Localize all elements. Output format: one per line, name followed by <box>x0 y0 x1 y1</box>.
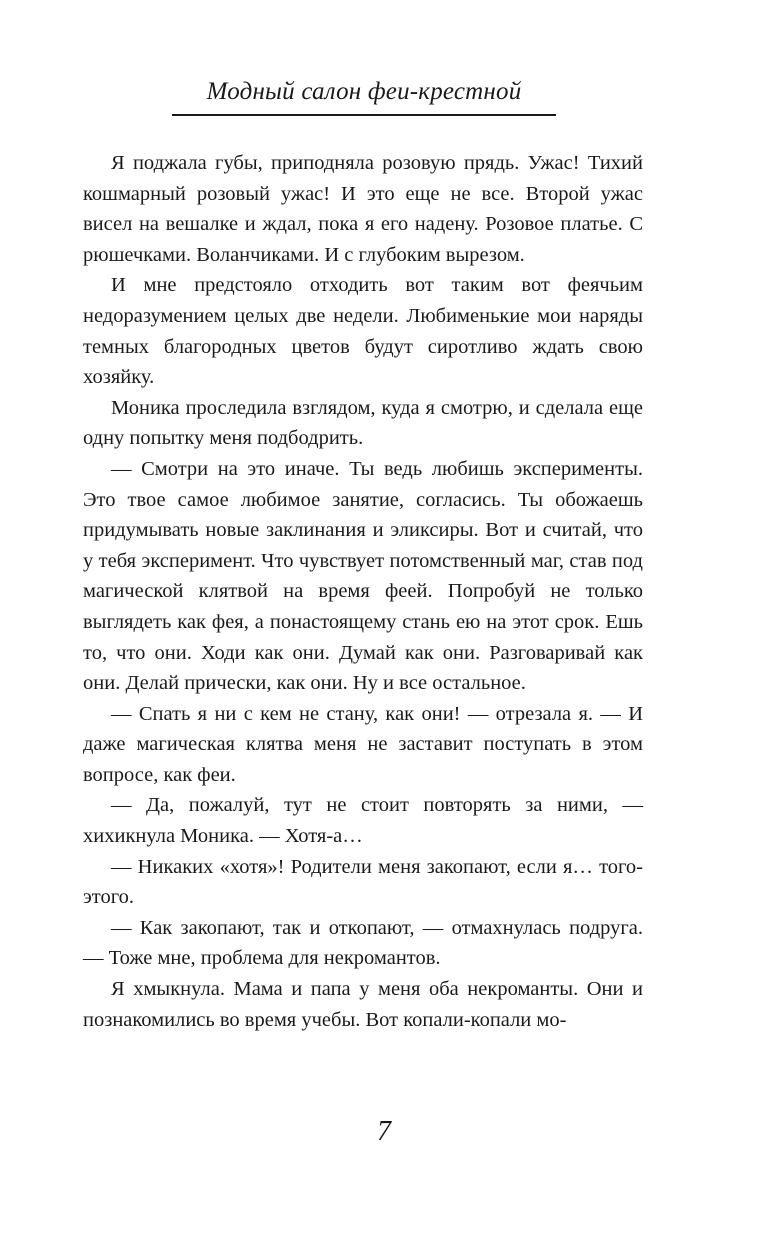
paragraph: Моника проследила взглядом, куда я смотрю, и сделала еще одну попытку меня подбодрить. <box>83 396 643 450</box>
paragraph: — Как закопают, так и откопают, — отмахнулась подруга. — Тоже мне, проблема для некромантов. <box>83 916 643 970</box>
paragraph: — Спать я ни с кем не стану, как они! — отрезала я. — И даже магическая клятва меня не заставит поступать в этом вопросе, как феи. <box>83 702 643 786</box>
running-header <box>172 74 556 110</box>
paragraph: Я поджала губы, приподняла розовую прядь. Ужас! Тихий кошмарный розовый ужас! И это еще не все. Второй ужас висел на вешалке и ждал, пока я его надену. Розовое платье. С рюшечками. Воланчиками. И с глубоким вырезом. <box>83 152 643 266</box>
running-title: Модный салон феи-крестной <box>206 78 522 105</box>
paragraph: — Смотри на это иначе. Ты ведь любишь эксперименты. Это твое самое любимое занятие, согласись. Ты обожаешь придумывать новые заклинания и эликсиры. Вот и считай, что у тебя эксперимент. Что чувствует потомственный маг, став под магической клятвой на время феей. Попробуй не только выглядеть как фея, а понастоящему стань ею на этот срок. Ешь то, что они. Ходи как они. Думай как они. Разговаривай как они. Делай прически, как они. Ну и все остальное. <box>83 457 643 695</box>
paragraph: И мне предстояло отходить вот таким вот феячьим недоразумением целых две недели. Любименькие мои наряды темных благородных цветов будут сиротливо ждать свою хозяйку. <box>83 274 643 389</box>
header-rule <box>172 114 556 116</box>
page-number: 7 <box>377 1116 391 1147</box>
body-text <box>83 148 643 1035</box>
paragraph: Я хмыкнула. Мама и папа у меня оба некроманты. Они и познакомились во время учебы. Вот копали-копали мо- <box>83 978 643 1031</box>
paragraph: — Никаких «хотя»! Родители меня закопают, если я… того-этого. <box>83 855 643 909</box>
paragraph: — Да, пожалуй, тут не стоит повторять за ними, — хихикнула Моника. — Хотя-а… <box>83 794 643 848</box>
